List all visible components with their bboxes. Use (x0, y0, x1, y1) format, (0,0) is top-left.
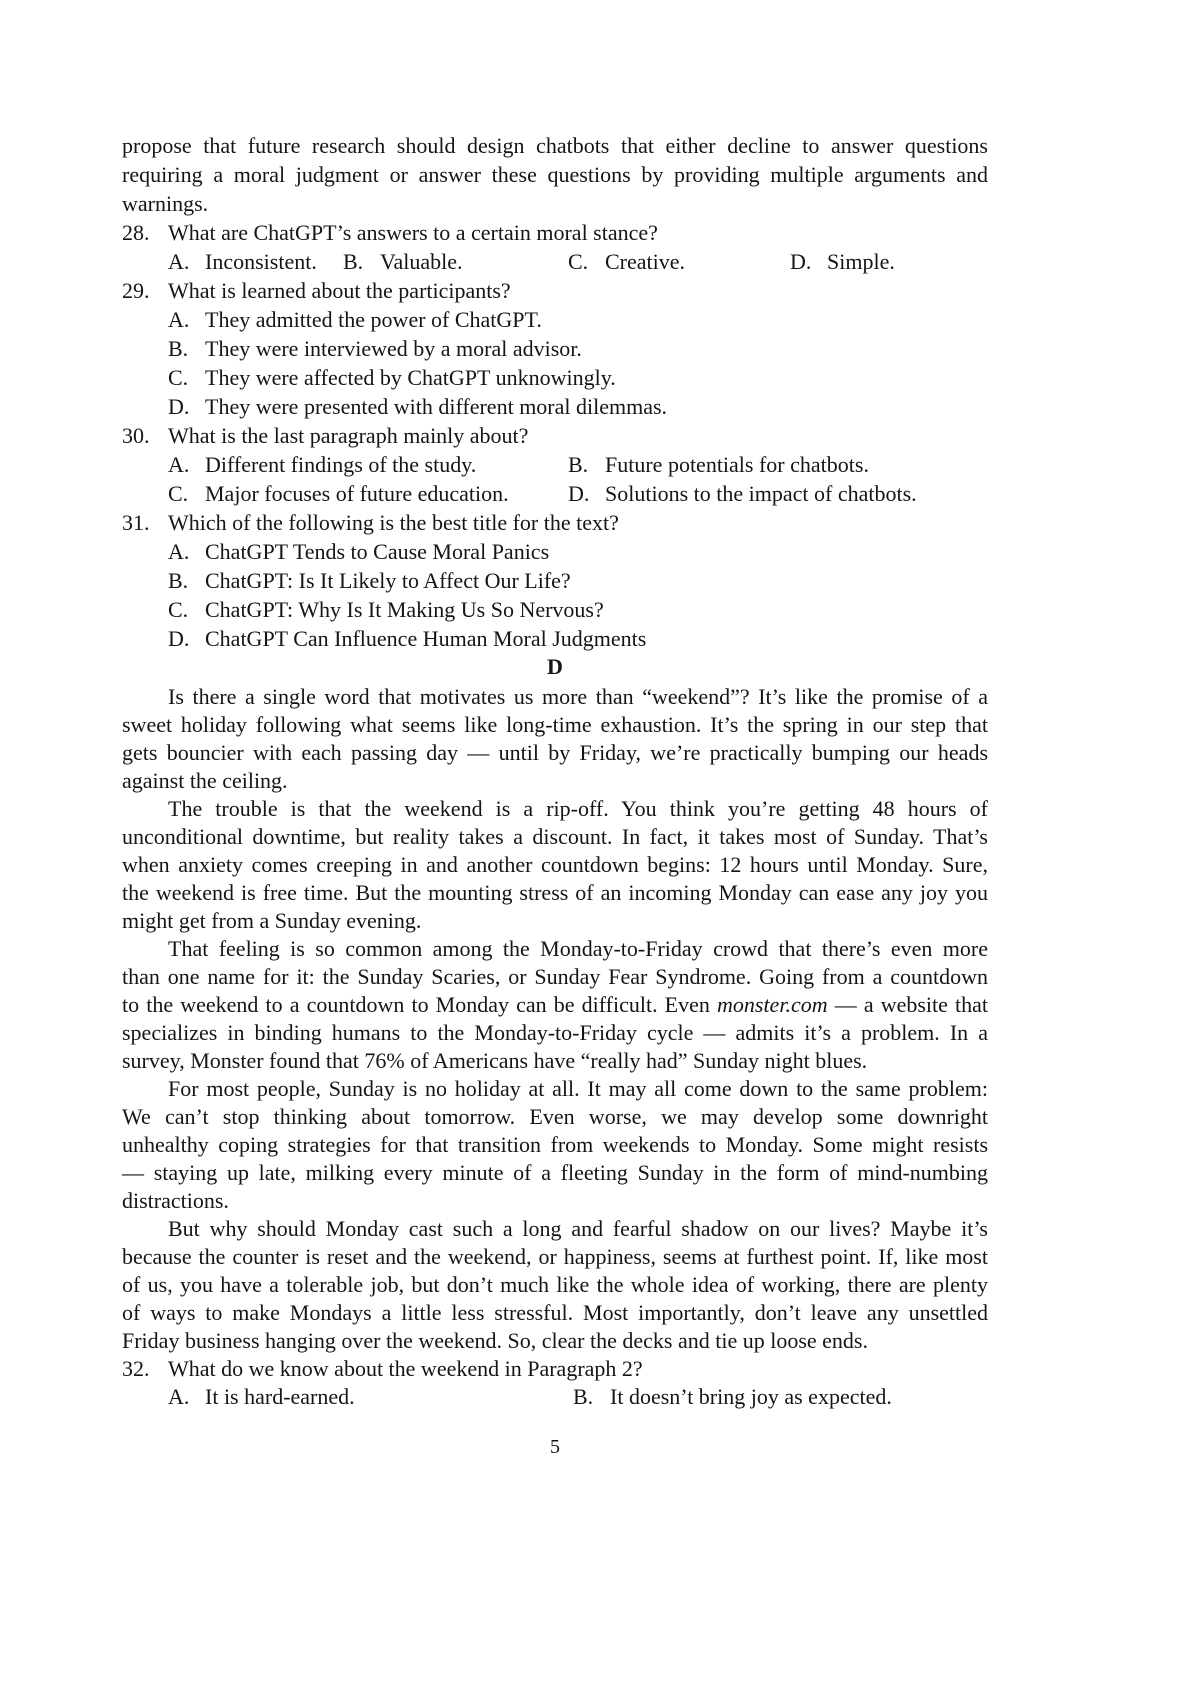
option-letter: C. (168, 481, 189, 506)
paragraph-3-line: specializes in binding humans to the Monday-to-Friday cycle — admits it’s a problem. In a (122, 1020, 988, 1045)
paragraph-3-line: than one name for it: the Sunday Scaries, or Sunday Fear Syndrome. Going from a countdown (122, 964, 988, 989)
option-text: Creative. (605, 249, 686, 274)
option-b (168, 566, 571, 595)
options-row (122, 392, 988, 421)
option-b (573, 1383, 892, 1411)
option-b (343, 247, 462, 276)
option-letter: A. (168, 452, 190, 477)
option-c (168, 363, 616, 392)
paragraph-4-line: unhealthy coping strategies for that transition from weekends to Monday. Some might resists (122, 1132, 988, 1157)
option-text: They were affected by ChatGPT unknowingly. (205, 365, 616, 390)
paragraph-2-line: when anxiety comes creeping in and another countdown begins: 12 hours until Monday. Sure, (122, 852, 988, 877)
paragraph-3-line: That feeling is so common among the Monday-to-Friday crowd that there’s even more (168, 936, 988, 961)
paragraph-4-line: We can’t stop thinking about tomorrow. Even worse, we may develop some downright (122, 1104, 988, 1129)
option-text: Solutions to the impact of chatbots. (605, 481, 917, 506)
paragraph-5-line: Friday business hanging over the weekend. So, clear the decks and tie up loose ends. (122, 1328, 868, 1353)
option-text: ChatGPT: Why Is It Making Us So Nervous? (205, 597, 604, 622)
option-d (790, 247, 895, 276)
option-d (168, 392, 667, 421)
option-text: Future potentials for chatbots. (605, 452, 869, 477)
option-c (168, 479, 509, 508)
paragraph-5-line: because the counter is reset and the weekend, or happiness, seems at furthest point. If, like most (122, 1244, 988, 1269)
option-a (168, 247, 317, 276)
paragraph-2-line: The trouble is that the weekend is a rip-off. You think you’re getting 48 hours of (168, 796, 988, 821)
question-number: 32. (122, 1356, 150, 1381)
paragraph-2-line: unconditional downtime, but reality takes a discount. In fact, it takes most of Sunday. That’s (122, 824, 988, 849)
option-text: They were interviewed by a moral advisor. (205, 336, 582, 361)
text-line: propose that future research should design chatbots that either decline to answer questions (122, 133, 988, 158)
section-heading: D (547, 654, 563, 679)
paragraph-1-line: Is there a single word that motivates us more than “weekend”? It’s like the promise of a (168, 684, 988, 709)
text-line: requiring a moral judgment or answer these questions by providing multiple arguments and (122, 162, 988, 187)
question-32 (122, 1355, 988, 1383)
option-letter: B. (343, 249, 364, 274)
paragraph-3-line (122, 991, 988, 1019)
options-row (122, 334, 988, 363)
option-letter: C. (568, 249, 589, 274)
option-text: They were presented with different moral dilemmas. (205, 394, 668, 419)
options-row (122, 479, 988, 508)
option-letter: D. (568, 481, 590, 506)
option-text: ChatGPT Tends to Cause Moral Panics (205, 539, 550, 564)
options-row (122, 595, 988, 624)
paragraph-4-line: distractions. (122, 1188, 229, 1213)
option-letter: B. (168, 568, 189, 593)
paragraph-4-line: For most people, Sunday is no holiday at all. It may all come down to the same problem: (168, 1076, 988, 1101)
option-letter: C. (168, 597, 189, 622)
option-letter: C. (168, 365, 189, 390)
option-letter: A. (168, 249, 190, 274)
option-letter: A. (168, 1384, 190, 1409)
option-letter: A. (168, 539, 190, 564)
option-b (168, 334, 582, 363)
line-text: to the weekend to a countdown to Monday can be difficult. Even (122, 992, 717, 1017)
options-row (122, 537, 988, 566)
option-text: Different findings of the study. (205, 452, 477, 477)
option-letter: D. (790, 249, 812, 274)
option-text: ChatGPT: Is It Likely to Affect Our Life? (205, 568, 571, 593)
option-text: They admitted the power of ChatGPT. (205, 307, 542, 332)
options-row (122, 624, 988, 653)
option-text: Simple. (827, 249, 895, 274)
text-line: warnings. (122, 191, 209, 216)
option-letter: B. (168, 336, 189, 361)
options-row (122, 305, 988, 334)
paragraph-5-line: But why should Monday cast such a long and fearful shadow on our lives? Maybe it’s (168, 1216, 988, 1241)
question-text: What is the last paragraph mainly about? (168, 423, 529, 448)
option-text: Valuable. (380, 249, 463, 274)
question-number: 30. (122, 423, 150, 448)
paragraph-3-line: survey, Monster found that 76% of Americans have “really had” Sunday night blues. (122, 1048, 868, 1073)
paragraph-4-line: — staying up late, milking every minute of a fleeting Sunday in the form of mind-numbing (122, 1160, 988, 1185)
option-a (168, 1383, 355, 1411)
page-number: 5 (550, 1436, 560, 1458)
question-31 (122, 508, 988, 537)
option-d (168, 624, 646, 653)
option-letter: A. (168, 307, 190, 332)
question-28 (122, 218, 988, 247)
option-letter: D. (168, 394, 190, 419)
options-row (122, 1383, 988, 1411)
question-text: What is learned about the participants? (168, 278, 511, 303)
page-content (122, 131, 988, 1411)
option-text: ChatGPT Can Influence Human Moral Judgments (205, 626, 647, 651)
option-b (568, 450, 869, 479)
option-letter: B. (568, 452, 589, 477)
question-number: 31. (122, 510, 150, 535)
option-text: Inconsistent. (205, 249, 317, 274)
options-row (122, 363, 988, 392)
option-a (168, 537, 549, 566)
question-number: 29. (122, 278, 150, 303)
options-row (122, 247, 988, 276)
option-d (568, 479, 917, 508)
passage-d-section (122, 683, 988, 1411)
option-c (168, 595, 604, 624)
option-letter: D. (168, 626, 190, 651)
passage-c-section (122, 131, 988, 653)
option-text: Major focuses of future education. (205, 481, 509, 506)
question-text: Which of the following is the best title for the text? (168, 510, 619, 535)
option-a (168, 450, 476, 479)
question-text: What are ChatGPT’s answers to a certain moral stance? (168, 220, 658, 245)
paragraph-1-line: sweet holiday following what seems like long-time exhaustion. It’s the spring in our step that (122, 712, 988, 737)
option-text: It doesn’t bring joy as expected. (610, 1384, 892, 1409)
line-text: — a website that (827, 992, 988, 1017)
option-a (168, 305, 542, 334)
option-letter: B. (573, 1384, 594, 1409)
paragraph-1-line: against the ceiling. (122, 768, 288, 793)
question-number: 28. (122, 220, 150, 245)
question-29 (122, 276, 988, 305)
question-30 (122, 421, 988, 450)
option-c (568, 247, 685, 276)
options-row (122, 450, 988, 479)
paragraph-5-line: of ways to make Mondays a little less stressful. Most importantly, don’t leave any unsettled (122, 1300, 988, 1325)
website-name: monster.com (717, 992, 828, 1017)
options-row (122, 566, 988, 595)
option-text: It is hard-earned. (205, 1384, 355, 1409)
paragraph-5-line: of us, you have a tolerable job, but don’t much like the whole idea of working, there are plenty (122, 1272, 988, 1297)
paragraph-2-line: might get from a Sunday evening. (122, 908, 422, 933)
paragraph-2-line: the weekend is free time. But the mounting stress of an incoming Monday can ease any joy you (122, 880, 988, 905)
question-text: What do we know about the weekend in Paragraph 2? (168, 1356, 643, 1381)
paragraph-1-line: gets bouncier with each passing day — until by Friday, we’re practically bumping our heads (122, 740, 988, 765)
